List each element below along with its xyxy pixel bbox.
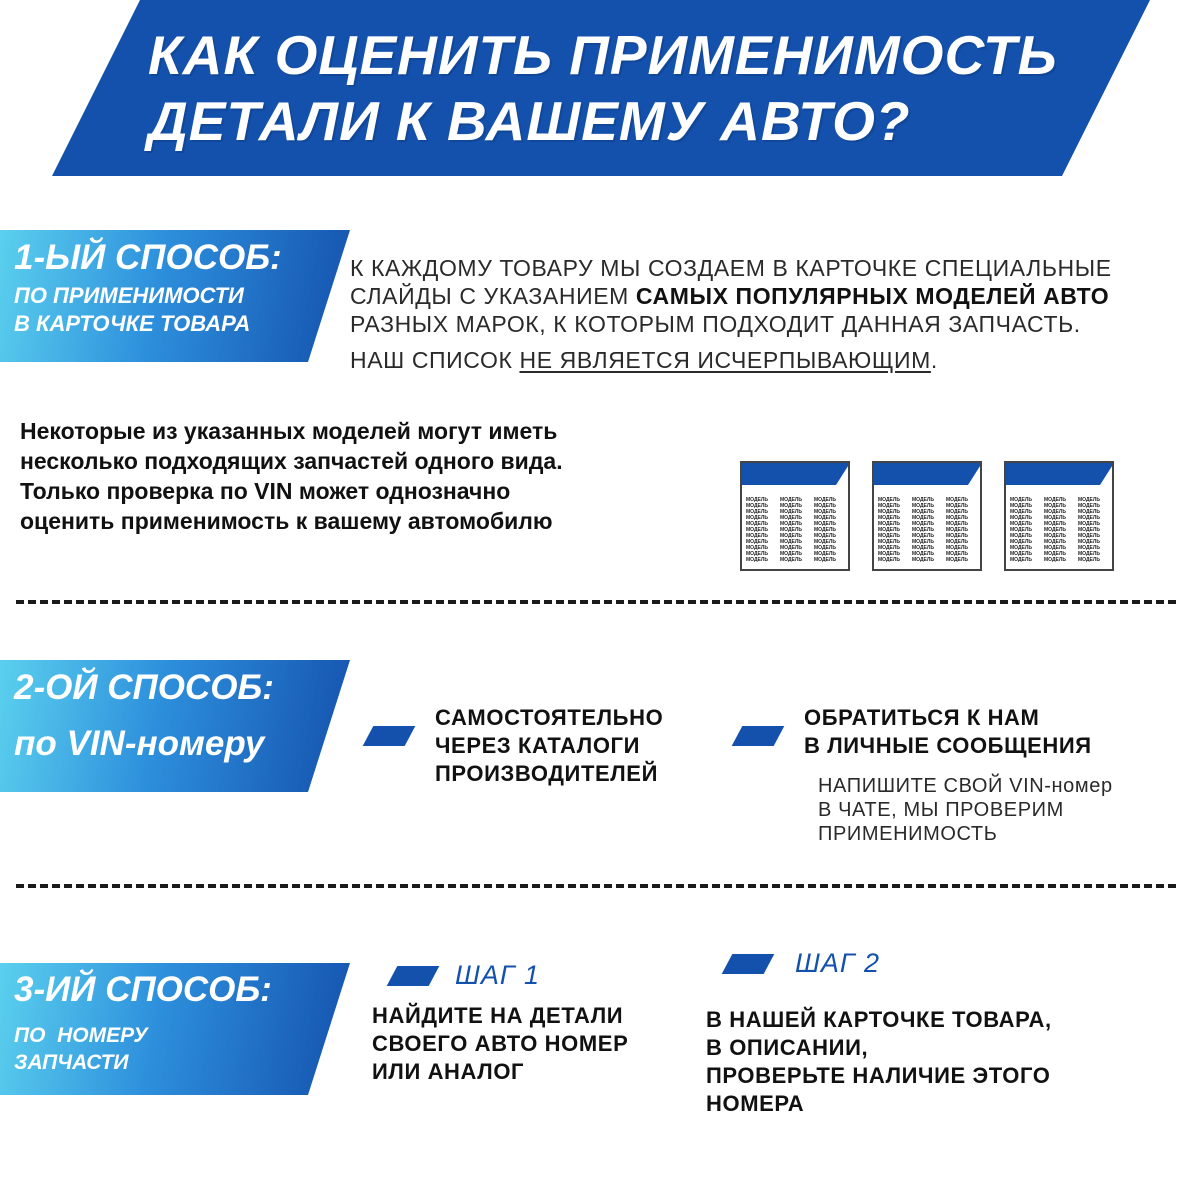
step1-label: ШАГ 1 bbox=[455, 960, 541, 990]
method2-title: 2-ОЙ СПОСОБ: bbox=[14, 668, 274, 707]
model-card-cell: МОДЕЛЬ bbox=[912, 545, 934, 551]
model-card-cell: МОДЕЛЬ bbox=[814, 539, 836, 545]
model-card-cell: МОДЕЛЬ bbox=[780, 551, 802, 557]
vin-warning-line-2: несколько подходящих запчастей одного вида. bbox=[20, 448, 563, 474]
option1-line-3: ПРОИЗВОДИТЕЛЕЙ bbox=[435, 761, 658, 786]
method2-contact-hint bbox=[818, 774, 1113, 846]
vin-warning bbox=[20, 416, 720, 536]
model-card-cell: МОДЕЛЬ bbox=[780, 533, 802, 539]
model-card-cell: МОДЕЛЬ bbox=[746, 509, 768, 515]
model-card-grid bbox=[878, 497, 978, 563]
model-card-cell: МОДЕЛЬ bbox=[1044, 515, 1066, 521]
model-card-cell: МОДЕЛЬ bbox=[1044, 533, 1066, 539]
model-card-cell: МОДЕЛЬ bbox=[912, 539, 934, 545]
model-card-cell: МОДЕЛЬ bbox=[1010, 545, 1032, 551]
method1-subtitle bbox=[14, 282, 250, 338]
model-card-cell: МОДЕЛЬ bbox=[746, 515, 768, 521]
model-card-cell: МОДЕЛЬ bbox=[912, 551, 934, 557]
model-card-cell: МОДЕЛЬ bbox=[1078, 503, 1100, 509]
section-divider-1 bbox=[16, 600, 1176, 604]
model-card-cell: МОДЕЛЬ bbox=[746, 527, 768, 533]
model-card-cell: МОДЕЛЬ bbox=[878, 533, 900, 539]
section-divider-2 bbox=[16, 884, 1176, 888]
model-card-cell: МОДЕЛЬ bbox=[746, 557, 768, 563]
method3-subtitle-line-1: ПО НОМЕРУ bbox=[14, 1024, 148, 1047]
model-card-cell: МОДЕЛЬ bbox=[1010, 557, 1032, 563]
method2-option-contact bbox=[804, 704, 1092, 760]
model-card-cell: МОДЕЛЬ bbox=[1044, 497, 1066, 503]
model-card-cell: МОДЕЛЬ bbox=[1078, 527, 1100, 533]
model-card-cell: МОДЕЛЬ bbox=[878, 503, 900, 509]
vin-warning-line-3: Только проверка по VIN может однозначно bbox=[20, 478, 511, 504]
model-card-cell: МОДЕЛЬ bbox=[1010, 503, 1032, 509]
step1-line-1: НАЙДИТЕ НА ДЕТАЛИ bbox=[372, 1003, 624, 1028]
step2-label: ШАГ 2 bbox=[795, 948, 881, 978]
model-card-cell: МОДЕЛЬ bbox=[878, 557, 900, 563]
model-card-cell: МОДЕЛЬ bbox=[814, 503, 836, 509]
model-card-cell: МОДЕЛЬ bbox=[946, 545, 968, 551]
model-card-cell: МОДЕЛЬ bbox=[1010, 515, 1032, 521]
page-title-line-1: КАК ОЦЕНИТЬ ПРИМЕНИМОСТЬ bbox=[148, 24, 1058, 86]
page-title-line-2: ДЕТАЛИ К ВАШЕМУ АВТО? bbox=[148, 90, 911, 152]
model-card-cell: МОДЕЛЬ bbox=[878, 551, 900, 557]
option2-hint-line-1: НАПИШИТЕ СВОЙ VIN-номер bbox=[818, 775, 1113, 797]
model-card-cell: МОДЕЛЬ bbox=[1044, 551, 1066, 557]
model-card-cell: МОДЕЛЬ bbox=[814, 557, 836, 563]
model-card-cell: МОДЕЛЬ bbox=[1044, 527, 1066, 533]
model-card-cell: МОДЕЛЬ bbox=[746, 551, 768, 557]
model-card-cell: МОДЕЛЬ bbox=[814, 527, 836, 533]
model-card-cell: МОДЕЛЬ bbox=[946, 509, 968, 515]
model-card-cell: МОДЕЛЬ bbox=[780, 557, 802, 563]
method1-subtitle-line-1: ПО ПРИМЕНИМОСТИ bbox=[14, 283, 244, 308]
model-card-2 bbox=[872, 461, 982, 571]
method1-note-end: . bbox=[930, 347, 938, 373]
model-card-cell: МОДЕЛЬ bbox=[1078, 557, 1100, 563]
option2-hint-line-2: В ЧАТЕ, МЫ ПРОВЕРИМ bbox=[818, 799, 1064, 821]
step2-slash-icon bbox=[722, 954, 775, 974]
model-card-cell: МОДЕЛЬ bbox=[1044, 503, 1066, 509]
model-card-cell: МОДЕЛЬ bbox=[814, 521, 836, 527]
model-card-cell: МОДЕЛЬ bbox=[912, 503, 934, 509]
method1-desc-line-1: К КАЖДОМУ ТОВАРУ МЫ СОЗДАЕМ В КАРТОЧКЕ СПЕЦИАЛЬНЫЕ bbox=[350, 255, 1112, 281]
step2-line-4: НОМЕРА bbox=[706, 1091, 805, 1116]
model-card-cell: МОДЕЛЬ bbox=[814, 533, 836, 539]
model-card-cell: МОДЕЛЬ bbox=[780, 509, 802, 515]
page-title bbox=[148, 22, 1108, 154]
model-card-cell: МОДЕЛЬ bbox=[1044, 557, 1066, 563]
model-card-cell: МОДЕЛЬ bbox=[780, 545, 802, 551]
model-card-cell: МОДЕЛЬ bbox=[780, 497, 802, 503]
option2-line-1: ОБРАТИТЬСЯ К НАМ bbox=[804, 705, 1040, 730]
option2-line-2: В ЛИЧНЫЕ СООБЩЕНИЯ bbox=[804, 733, 1092, 758]
model-card-cell: МОДЕЛЬ bbox=[946, 527, 968, 533]
method3-subtitle bbox=[14, 1022, 148, 1076]
method1-subtitle-line-2: В КАРТОЧКЕ ТОВАРА bbox=[14, 311, 251, 336]
model-card-cell: МОДЕЛЬ bbox=[946, 539, 968, 545]
method3-title: 3-ИЙ СПОСОБ: bbox=[14, 970, 272, 1009]
model-card-cell: МОДЕЛЬ bbox=[946, 533, 968, 539]
model-card-cell: МОДЕЛЬ bbox=[946, 521, 968, 527]
model-card-cell: МОДЕЛЬ bbox=[746, 503, 768, 509]
model-card-cell: МОДЕЛЬ bbox=[1010, 533, 1032, 539]
model-card-header bbox=[742, 463, 850, 485]
step2-text bbox=[706, 1006, 1052, 1118]
step2-line-1: В НАШЕЙ КАРТОЧКЕ ТОВАРА, bbox=[706, 1007, 1052, 1032]
model-card-cell: МОДЕЛЬ bbox=[746, 521, 768, 527]
model-card-cell: МОДЕЛЬ bbox=[1044, 545, 1066, 551]
model-card-cell: МОДЕЛЬ bbox=[1010, 521, 1032, 527]
model-card-cell: МОДЕЛЬ bbox=[1078, 509, 1100, 515]
model-card-cell: МОДЕЛЬ bbox=[878, 521, 900, 527]
model-card-header bbox=[874, 463, 982, 485]
model-card-1 bbox=[740, 461, 850, 571]
model-card-cell: МОДЕЛЬ bbox=[912, 509, 934, 515]
model-card-cell: МОДЕЛЬ bbox=[912, 515, 934, 521]
method2-subtitle: по VIN-номеру bbox=[14, 724, 265, 763]
method1-title: 1-ЫЙ СПОСОБ: bbox=[14, 238, 282, 277]
method1-description bbox=[350, 254, 1170, 338]
model-card-cell: МОДЕЛЬ bbox=[1078, 545, 1100, 551]
option2-slash-icon bbox=[732, 726, 785, 746]
method1-desc-line-3: РАЗНЫХ МАРОК, К КОТОРЫМ ПОДХОДИТ ДАННАЯ ЗАПЧАСТЬ. bbox=[350, 311, 1081, 337]
model-card-cell: МОДЕЛЬ bbox=[1044, 509, 1066, 515]
model-card-grid bbox=[746, 497, 846, 563]
option1-line-1: САМОСТОЯТЕЛЬНО bbox=[435, 705, 664, 730]
method2-option-self bbox=[435, 704, 663, 788]
model-card-cell: МОДЕЛЬ bbox=[878, 497, 900, 503]
model-card-cell: МОДЕЛЬ bbox=[1010, 539, 1032, 545]
model-card-cell: МОДЕЛЬ bbox=[1078, 521, 1100, 527]
model-card-cell: МОДЕЛЬ bbox=[912, 497, 934, 503]
model-card-cell: МОДЕЛЬ bbox=[912, 533, 934, 539]
option1-slash-icon bbox=[363, 726, 416, 746]
model-card-cell: МОДЕЛЬ bbox=[814, 497, 836, 503]
model-card-cell: МОДЕЛЬ bbox=[1010, 551, 1032, 557]
model-card-cell: МОДЕЛЬ bbox=[1044, 521, 1066, 527]
model-card-cell: МОДЕЛЬ bbox=[912, 527, 934, 533]
model-card-cell: МОДЕЛЬ bbox=[1078, 539, 1100, 545]
step1-line-2: СВОЕГО АВТО НОМЕР bbox=[372, 1031, 629, 1056]
model-card-grid bbox=[1010, 497, 1110, 563]
step2-line-2: В ОПИСАНИИ, bbox=[706, 1035, 869, 1060]
model-card-cell: МОДЕЛЬ bbox=[814, 551, 836, 557]
model-card-cell: МОДЕЛЬ bbox=[780, 503, 802, 509]
model-card-cell: МОДЕЛЬ bbox=[1044, 539, 1066, 545]
model-card-cell: МОДЕЛЬ bbox=[946, 551, 968, 557]
model-card-cell: МОДЕЛЬ bbox=[780, 539, 802, 545]
model-card-cell: МОДЕЛЬ bbox=[1010, 509, 1032, 515]
model-card-cell: МОДЕЛЬ bbox=[946, 515, 968, 521]
option2-hint-line-3: ПРИМЕНИМОСТЬ bbox=[818, 823, 998, 845]
option1-line-2: ЧЕРЕЗ КАТАЛОГИ bbox=[435, 733, 641, 758]
model-card-cell: МОДЕЛЬ bbox=[814, 545, 836, 551]
model-card-cell: МОДЕЛЬ bbox=[814, 509, 836, 515]
model-card-cell: МОДЕЛЬ bbox=[946, 557, 968, 563]
model-card-cell: МОДЕЛЬ bbox=[780, 521, 802, 527]
model-card-cell: МОДЕЛЬ bbox=[878, 545, 900, 551]
model-card-cell: МОДЕЛЬ bbox=[1010, 527, 1032, 533]
model-card-cell: МОДЕЛЬ bbox=[1078, 497, 1100, 503]
step1-line-3: ИЛИ АНАЛОГ bbox=[372, 1059, 525, 1084]
model-card-cell: МОДЕЛЬ bbox=[946, 503, 968, 509]
model-card-cell: МОДЕЛЬ bbox=[878, 509, 900, 515]
step1-text bbox=[372, 1002, 628, 1086]
method1-list-note bbox=[350, 346, 938, 374]
method1-desc-line-2-start: СЛАЙДЫ С УКАЗАНИЕМ bbox=[350, 283, 636, 309]
model-card-cell: МОДЕЛЬ bbox=[1078, 551, 1100, 557]
model-card-cell: МОДЕЛЬ bbox=[746, 533, 768, 539]
model-card-cell: МОДЕЛЬ bbox=[780, 527, 802, 533]
step2-line-3: ПРОВЕРЬТЕ НАЛИЧИЕ ЭТОГО bbox=[706, 1063, 1051, 1088]
method1-desc-line-2 bbox=[350, 282, 1170, 310]
method1-note-underlined: НЕ ЯВЛЯЕТСЯ ИСЧЕРПЫВАЮЩИМ bbox=[519, 347, 931, 373]
method3-subtitle-line-2: ЗАПЧАСТИ bbox=[14, 1051, 129, 1074]
vin-warning-line-4: оценить применимость к вашему автомобилю bbox=[20, 508, 553, 534]
model-card-cell: МОДЕЛЬ bbox=[746, 545, 768, 551]
method1-note-start: НАШ СПИСОК bbox=[350, 347, 520, 373]
model-card-cell: МОДЕЛЬ bbox=[1078, 515, 1100, 521]
step1-slash-icon bbox=[387, 966, 440, 986]
model-card-cell: МОДЕЛЬ bbox=[912, 521, 934, 527]
method1-desc-highlight: САМЫХ ПОПУЛЯРНЫХ МОДЕЛЕЙ АВТО bbox=[635, 283, 1110, 309]
vin-warning-line-1: Некоторые из указанных моделей могут иметь bbox=[20, 418, 558, 444]
model-card-3 bbox=[1004, 461, 1114, 571]
model-card-header bbox=[1006, 463, 1114, 485]
model-card-cell: МОДЕЛЬ bbox=[746, 539, 768, 545]
model-card-cell: МОДЕЛЬ bbox=[780, 515, 802, 521]
model-card-cell: МОДЕЛЬ bbox=[878, 527, 900, 533]
model-card-cell: МОДЕЛЬ bbox=[746, 497, 768, 503]
model-card-cell: МОДЕЛЬ bbox=[878, 539, 900, 545]
model-card-cell: МОДЕЛЬ bbox=[1078, 533, 1100, 539]
model-card-cell: МОДЕЛЬ bbox=[814, 515, 836, 521]
model-card-cell: МОДЕЛЬ bbox=[946, 497, 968, 503]
model-card-cell: МОДЕЛЬ bbox=[912, 557, 934, 563]
model-card-cell: МОДЕЛЬ bbox=[878, 515, 900, 521]
model-card-cell: МОДЕЛЬ bbox=[1010, 497, 1032, 503]
